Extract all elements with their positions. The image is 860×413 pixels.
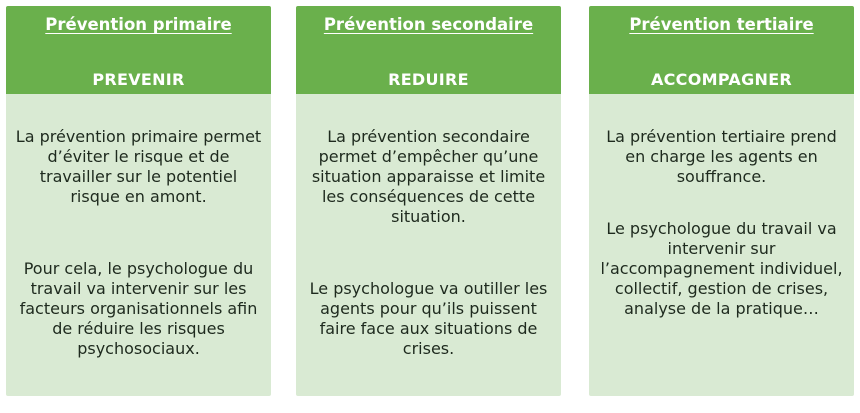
column-paragraph-1: La prévention tertiaire prend en charge les agents en souffrance.: [606, 127, 837, 186]
column-paragraph-2: Pour cela, le psychologue du travail va intervenir sur les facteurs organisationnels afin de réduire les risques psychosociaux.: [19, 259, 258, 358]
column-body: [296, 94, 561, 396]
column-subtitle: REDUIRE: [388, 70, 469, 89]
column-header: [296, 6, 561, 94]
column-paragraph-2: Le psychologue va outiller les agents pour qu’ils puissent faire face aux situations de crises.: [309, 279, 548, 358]
column-header: [589, 6, 854, 94]
column-subtitle: PREVENIR: [92, 70, 185, 89]
column-paragraph-1: La prévention primaire permet d’éviter le risque et de travailler sur le potentiel risque en amont.: [15, 127, 262, 206]
column-body: [6, 94, 271, 396]
column-subtitle: ACCOMPAGNER: [650, 70, 793, 89]
column-header: [6, 6, 271, 94]
column-paragraph-2: Le psychologue du travail va intervenir sur l’accompagnement individuel, collectif, gestion de crises, analyse de la pratique…: [600, 219, 843, 318]
column-secondary: [296, 6, 561, 396]
column-body: [589, 94, 854, 396]
column-title: Prévention tertiaire: [629, 15, 814, 34]
column-paragraph-1: La prévention secondaire permet d’empêcher qu’une situation apparaisse et limite les conséquences de cette situation.: [311, 127, 546, 226]
column-title: Prévention primaire: [45, 15, 232, 34]
column-primary: [6, 6, 271, 396]
column-tertiary: [589, 6, 854, 396]
column-title: Prévention secondaire: [323, 15, 534, 34]
